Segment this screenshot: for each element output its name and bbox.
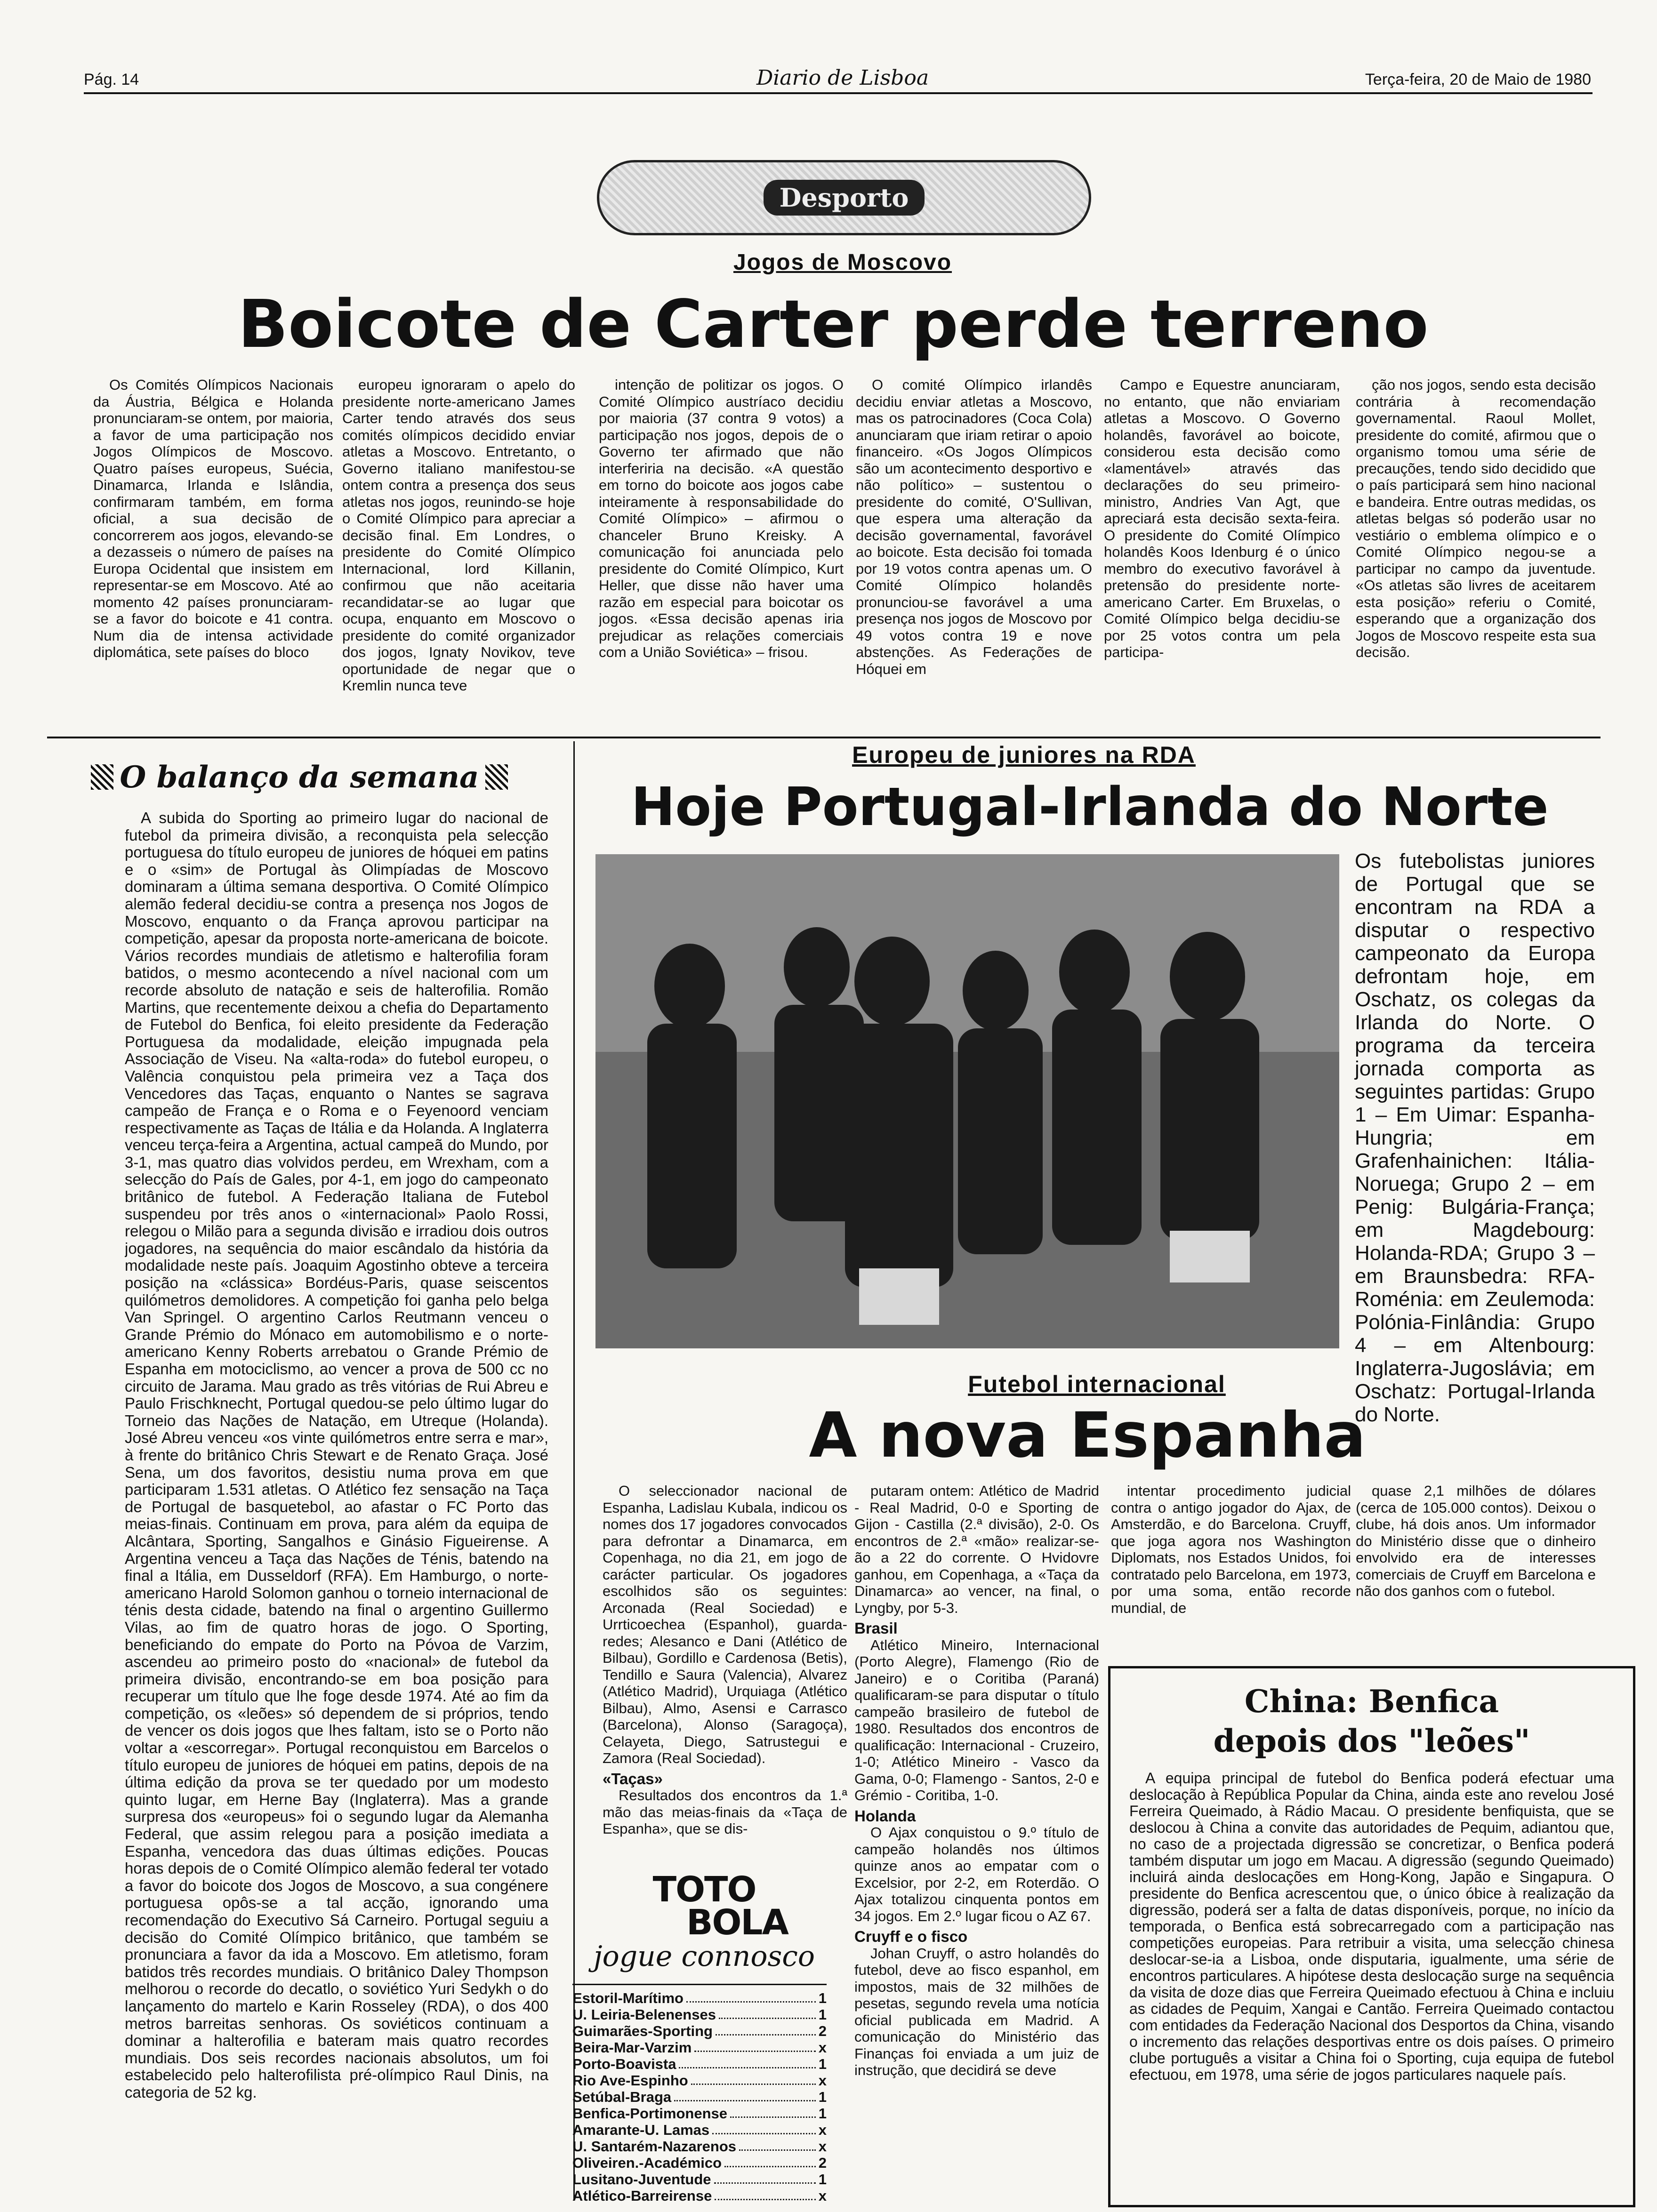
totobola-title-bottom: BOLA — [686, 1902, 788, 1943]
totobola-row — [572, 2138, 827, 2155]
article1-column-5 — [1104, 377, 1340, 725]
article3-column-3 — [1111, 1483, 1351, 1657]
china-text: A equipa principal de futebol do Benfica poderá efectuar uma deslocação à República Popular da China, ainda este ano revelou José Ferreira Queimado, à Rádio Macau. O presidente benfiquista, que se deslocou à China a convite das autoridades de Pequim, adiantou que, no caso de a projectada digressão se concretizar, o Benfica poderá também disputar um jogo em Macau. A digressão (segundo Queimado) incluirá ainda deslocações em Hong-Kong, Japão e Singapura. O presidente do Benfica acrescentou que, o único óbice à realização da digressão, poderá ser a falta de datas disponíveis, porque, no início da temporada, o Benfica está sobrecarregado com a participação nas competições europeias. Para retribuir a visita, uma selecção chinesa deslocar-se-ia a Lisboa, onde disputaria, igualmente, uma série de encontros particulares. A hipótese desta deslocação surge na sequência da visita de doze dias que Ferreira Queimado efectuou à China e incluiu as cidades de Pequim, Xangai e Cantão. Ferreira Queimado contactou com entidades da Federação Nacional dos Desportos da China, visando o incremento das relações desportivas entre os dois países. O primeiro clube português a visitar a China foi o Sporting, cuja equipa de futebol efectuou, em 1978, uma série de jogos particulares naquele país. — [1129, 1770, 1614, 2083]
page-number: Pág. 14 — [84, 71, 139, 88]
article1-headline: Boicote de Carter perde terreno — [238, 286, 1429, 363]
match-pick: x — [818, 2188, 827, 2204]
article2-text: Os futebolistas juniores de Portugal que se encontram na RDA a disputar o respectivo campeonato da Europa defrontam hoje, em Oschatz, os colegas da Irlanda do Norte. O programa da terceira jornada comporta as seguintes partidas: Grupo 1 – Em Uimar: Espanha-Hungria; em Grafenhainichen: Itália-Noruega; Grupo 2 – em Penig: Bulgária-França; em Magdebourg: Holanda-RDA; Grupo 3 – em Braunsbedra: RFA-Roménia: em Zeulemoda: Polónia-Finlândia: Grupo 4 – em Altenbourg: Inglaterra-Jugoslávia; em Oschatz: Portugal-Irlanda do Norte. — [1355, 850, 1595, 1426]
china-headline-line1: China: Benfica — [1244, 1683, 1499, 1720]
article3-column-2 — [854, 1483, 1099, 2198]
article2-kicker: Europeu de juniores na RDA — [852, 742, 1196, 768]
article3-text-3: intentar procedimento judicial contra o antigo jogador do Ajax, de Amsterdão, e do Barcelona. Cruyff, que joga agora nos Washington Diplomats, nos Estados Unidos, foi contratado pelo Barcelona, em 1973, por uma soma, então recorde mundial, de — [1111, 1483, 1351, 1616]
holanda-subheading: Holanda — [854, 1807, 916, 1825]
match-pick: x — [818, 2039, 827, 2056]
article1-text-2: europeu ignoraram o apelo do presidente norte-americano James Carter tendo através dos seus comités olímpicos decidido enviar atletas a Moscovo. Entretanto, o Governo italiano manifestou-se ontem contra a presença dos seus atletas nos jogos, reunindo-se hoje o Comité Olímpico para apreciar a decisão final. Em Londres, o presidente do Comité Olímpico Internacional, lord Killanin, confirmou que não aceitaria recandidatar-se ao lugar que ocupa, enquanto em Moscovo o presidente do comité organizador dos jogos, Ignaty Novikov, teve oportunidade de negar que o Kremlin nunca teve — [342, 377, 575, 694]
match-teams: Guimarães-Sporting — [572, 2023, 713, 2039]
totobola-row — [572, 2023, 827, 2040]
match-teams: Oliveiren.-Académico — [572, 2155, 722, 2171]
totobola-slogan: jogue connosco — [593, 1940, 815, 1973]
match-teams: Lusitano-Juventude — [572, 2171, 711, 2188]
totobola-row — [572, 2105, 827, 2122]
team-photo — [595, 854, 1339, 1348]
totobola-row — [572, 2122, 827, 2139]
match-pick: 1 — [818, 2089, 827, 2105]
china-body — [1129, 1770, 1614, 2203]
match-pick: 1 — [818, 1990, 827, 2006]
match-pick: 1 — [818, 2006, 827, 2023]
article1-text-6: ção nos jogos, sendo esta decisão contrária à recomendação governamental. Raoul Mollet, presidente do comité, afirmou que o organismo tomou uma série de precauções, tendo sido decidido que o país participará sem hino nacional e bandeira. Entre outras medidas, os atletas belgas só poderão usar no vestiário o emblema olímpico e o Comité Olímpico negou-se a participar no campo da juventude. «Os atletas são livres de aceitarem esta posição» referiu o Comité, esperando que a organização dos Jogos de Moscovo respeite esta sua decisão. — [1356, 377, 1596, 660]
match-teams: Porto-Boavista — [572, 2056, 676, 2072]
totobola-row — [572, 2056, 827, 2073]
match-teams: Atlético-Barreirense — [572, 2188, 712, 2204]
article1-column-1 — [93, 377, 333, 725]
tacas-subheading: «Taças» — [603, 1770, 663, 1787]
match-pick: 2 — [818, 2155, 827, 2171]
balanco-body — [125, 809, 548, 2193]
article1-column-3 — [599, 377, 844, 725]
article3-column-4 — [1356, 1483, 1596, 1657]
match-teams: U. Leiria-Belenenses — [572, 2006, 716, 2023]
article1-column-2 — [342, 377, 575, 725]
column-divider — [573, 741, 575, 2200]
article3-text-4: quase 2,1 milhões de dólares (cerca de 105.000 contos). Deixou o clube, há dois anos. Um informador do Ministério disse que o dinheiro envolvido era de interesses comerciais de Cruyff em Barcelona e não dos ganhos com o futebol. — [1356, 1483, 1596, 1599]
match-teams: Estoril-Marítimo — [572, 1990, 684, 2006]
china-headline-line2: depois dos "leões" — [1213, 1723, 1530, 1759]
article2-body — [1355, 850, 1595, 1426]
article3-text-2: putaram ontem: Atlético de Madrid - Real Madrid, 0-0 e Sporting de Gijon - Castilla (2.ª divisão), 2-0. Os encontros de 2.ª «mão» realizar-se-ão a 22 do corrente. O Hvidovre ganhou, em Copenhaga, a «Taça da Dinamarca» ao vencer, na final, o Lyngby, por 5-3. — [854, 1483, 1099, 1616]
hatch-ornament-right — [485, 764, 508, 790]
tacas-text: Resultados dos encontros da 1.ª mão das meias-finais da «Taça de Espanha», que se dis- — [603, 1787, 847, 1837]
totobola-title-top: TOTO — [652, 1869, 756, 1910]
match-pick: 1 — [818, 2056, 827, 2072]
match-pick: x — [818, 2122, 827, 2138]
totobola-row — [572, 2188, 827, 2204]
article1-text-5: Campo e Equestre anunciaram, no entanto, que não enviariam atletas a Moscovo. O Governo holandês, favorável ao boicote, considerou esta decisão como «lamentável» através das declarações do seu primeiro-ministro, Andries Van Agt, que apreciará esta decisão sexta-feira. O presidente do Comité Olímpico holandês Koos Idenburg é o único membro do executivo favorável à pretensão do presidente norte-americano Carter. Em Bruxelas, o Comité Olímpico belga decidiu-se por 25 votos contra um pela participa- — [1104, 377, 1340, 660]
article3-headline: A nova Espanha — [809, 1399, 1366, 1472]
article1-text-4: O comité Olímpico irlandês decidiu enviar atletas a Moscovo, mas os patrocinadores (Coca Cola) anunciaram que iriam retirar o apoio financeiro. «Os Jogos Olímpicos são um acontecimento desportivo e não político» – sustentou o presidente do comité, O'Sullivan, que espera uma alteração da decisão governamental, favorável ao boicote. Esta decisão foi tomada por 19 votos contra apenas um. O Comité Olímpico holandês pronunciou-se favorável a uma presença nos jogos de Moscovo por 49 votos contra 19 e nove abstenções. As Federações de Hóquei em — [856, 377, 1092, 677]
holanda-text: O Ajax conquistou o 9.º título de campeão holandês nos últimos quinze anos ao empatar com o Excelsior, por 2-2, em Roterdão. O Ajax totalizou cinquenta pontos em 34 jogos. Em 2.º lugar ficou o AZ 67. — [854, 1824, 1099, 1924]
header-rule — [84, 92, 1593, 94]
match-teams: Benfica-Portimonense — [572, 2105, 728, 2122]
issue-date: Terça-feira, 20 de Maio de 1980 — [1365, 71, 1591, 88]
match-pick: x — [818, 2138, 827, 2155]
totobola-row — [572, 2072, 827, 2089]
totobola-row — [572, 2089, 827, 2106]
article3-column-1 — [603, 1483, 847, 1864]
china-article-box — [1108, 1666, 1635, 2207]
totobola-row — [572, 2006, 827, 2023]
article1-bottom-rule — [47, 737, 1601, 738]
match-pick: x — [818, 2072, 827, 2089]
totobola-row — [572, 2155, 827, 2172]
match-pick: 1 — [818, 2105, 827, 2122]
match-teams: Beira-Mar-Varzim — [572, 2039, 692, 2056]
cruyff-subheading: Cruyff e o fisco — [854, 1928, 968, 1945]
article3-text-1: O seleccionador nacional de Espanha, Ladislau Kubala, indicou os nomes dos 17 jogadores convocados para defrontar a Dinamarca, em Copenhaga, no dia 21, em jogo de carácter particular. Os jogadores escolhidos são os seguintes: Arconada (Real Sociedad) e Urrticoechea (Espanhol), guarda-redes; Alesanco e Dani (Atlético de Bilbau), Gordillo e Cardenosa (Betis), Tendillo e Saura (Valencia), Alvarez (Atlético Madrid), Urquiaga (Atlético Bilbau), Almo, Asensi e Carrasco (Barcelona), Alonso (Saragoça), Celayeta, Diego, Satrustegui e Zamora (Real Sociedad). — [603, 1483, 847, 1766]
article1-text-1: Os Comités Olímpicos Nacionais da Áustria, Bélgica e Holanda pronunciaram-se ontem, por maioria, a favor de uma participação nos Jogos Olímpicos de Moscovo. Quatro países europeus, Suécia, Dinamarca, Irlanda e Islândia, confirmaram também, em forma oficial, a sua decisão de concorrerem aos jogos, elevando-se a dezasseis o número de países na Europa Ocidental que insistem em representar-se em Moscovo. Até ao momento 42 países pronunciaram-se a favor do boicote e 41 contra. Num dia de intensa actividade diplomática, sete países do bloco — [93, 377, 333, 660]
brasil-text: Atlético Mineiro, Internacional (Porto Alegre), Flamengo (Rio de Janeiro) e o Coritiba (Paraná) qualificaram-se para disputar o título campeão brasileiro de futebol de 1980. Resultados dos encontros de qualificação: Internacional - Cruzeiro, 1-0; Atlético Mineiro - Vasco da Gama, 0-0; Flamengo - Santos, 2-0 e Grémio - Coritiba, 1-0. — [854, 1636, 1099, 1803]
team-photo-illustration — [595, 854, 1339, 1348]
balanco-title: O balanço da semana — [120, 759, 479, 795]
totobola-logo — [577, 1869, 831, 1974]
match-pick: 1 — [818, 2171, 827, 2188]
balanco-heading — [45, 756, 554, 798]
cruyff-text: Johan Cruyff, o astro holandês do futebol, deve ao fisco espanhol, em impostos, mais de 32 milhões de pesetas, segundo revela uma notícia oficial publicada em Madrid. A comunicação do Ministério das Finanças foi enviada a um juiz de instrução, que decidirá se deve — [854, 1945, 1099, 2078]
totobola-rule — [572, 1984, 827, 1985]
section-banner — [597, 160, 1091, 235]
match-pick: 2 — [818, 2023, 827, 2039]
match-teams: Amarante-U. Lamas — [572, 2122, 710, 2138]
match-teams: Setúbal-Braga — [572, 2089, 672, 2105]
masthead: Diario de Lisboa — [756, 66, 929, 90]
hatch-ornament-left — [91, 764, 113, 790]
totobola-row — [572, 2171, 827, 2188]
balanco-text: A subida do Sporting ao primeiro lugar do nacional de futebol da primeira divisão, a reconquista pela selecção portuguesa do título europeu de juniores de hóquei em patins e o «sim» de Portugal às Olimpíadas de Moscovo dominaram a última semana desportiva. O Comité Olímpico alemão federal decidiu-se contra a presença nos Jogos de Moscovo, enquanto o da França aprovou participar na competição, apesar da proposta norte-americana de boicote. Vários recordes mundiais de atletismo e halterofilia foram batidos, o mesmo acontecendo a nível nacional com um recorde absoluto de natação e seis de halterofilia. Romão Martins, que recentemente deixou a chefia do Departamento de Futebol do Benfica, foi eleito presidente da Federação Portuguesa da modalidade, eleição impugnada pela Associação de Viseu. Na «alta-roda» do futebol europeu, o Valência conquistou pela primeira vez a Taça dos Vencedores das Taças, enquanto o Nantes se sagrava campeão de França e o Roma e o Feyenoord venciam respectivamente as Taças de Itália e da Holanda. A Inglaterra venceu terça-feira a Argentina, actual campeã do Mundo, por 3-1, mas quatro dias volvidos perdeu, em Wrexham, com a selecção do País de Gales, por 4-1, em jogo do campeonato britânico de futebol. A Federação Italiana de Futebol suspendeu por três anos o «internacional» Paolo Rossi, relegou o Milão para a segunda divisão e irradiou dois outros jogadores, na sequência do maior escândalo da história da modalidade neste país. Joaquim Agostinho obteve a terceira posição na «clássica» Bordéus-Paris, quase seiscentos quilómetros demolidores. A competição foi ganha pelo belga Van Springel. O argentino Carlos Reutmann venceu o Grande Prémio do Mónaco em automobilismo e o norte-americano Kenny Roberts arrebatou o Grande Prémio de Espanha em motociclismo, ao vencer a prova de 500 cc no circuito de Jarama. Mau grado as três vitórias de Rui Abreu e Paulo Frischknecht, Portugal quedou-se pelo último lugar do Torneio das Nações de Natação, em Utreque (Holanda). José Abreu venceu «os vinte quilómetros entre serra e mar», à frente do britânico Chris Stewart e de Renato Graça. José Sena, um dos favoritos, desistiu numa prova em que participaram 1.531 atletas. O Atlético fez sensação na Taça de Portugal de basquetebol, ao afastar o FC Porto das meias-finais. Continuam em prova, para além da equipa de Alcântara, Sporting, Sangalhos e Ginásio Figueirense. A Argentina venceu a Taça das Nações de Ténis, batendo na final a Itália, em Dusseldorf (RFA). Em Hamburgo, o norte-americano Harold Solomon ganhou o torneio internacional de ténis desta cidade, batendo na final o argentino Guillermo Vilas, ao fim de quatro horas de jogo. O Sporting, beneficiando do empate do Porto na Póvoa de Varzim, ascendeu ao primeiro posto do «nacional» de futebol da primeira divisão, encontrando-se em boa posição para recuperar um título que lhe foge desde 1974. Até ao fim da competição, os «leões» só dependem de si próprios, tendo de vencer os dois jogos que lhes faltam, isto se o Porto não voltar a «escorregar». Portugal reconquistou em Barcelos o título europeu de juniores de hóquei em patins, depois de na última edição da prova se ter quedado por um modesto quinto lugar, em Herne Bay (Inglaterra). Mas a grande surpresa dos «europeus» foi o segundo lugar da Alemanha Federal, que assim relegou para a posição imediata a Espanha, vencedora das duas últimas edições. Poucas horas depois de o Comité Olímpico alemão federal ter votado a favor do boicote dos Jogos de Moscovo, a sua congénere portuguesa opôs-se a tal acção, ignorando uma recomendação do Executivo Sá Carneiro. Portugal seguiu a decisão do Comité Olímpico britânico, que também se pronunciara a favor da ida a Moscovo. Em atletismo, foram batidos três recordes mundiais. O britânico Daley Thompson melhorou o recorde do decatlo, o soviético Yuri Sedykh o do lançamento do martelo e Karin Rosseley (RDA), o dos 400 metros barreitas senhoras. Os soviéticos continuam a dominar a halterofilia e bateram mais quatro recordes mundiais. Dos seis recordes nacionais absolutos, um foi estabelecido pelo halterofilista pré-olímpico Raul Dinis, na categoria de 52 kg. — [125, 809, 548, 2101]
match-teams: U. Santarém-Nazarenos — [572, 2138, 737, 2155]
article2-headline: Hoje Portugal-Irlanda do Norte — [631, 777, 1549, 838]
article1-column-4 — [856, 377, 1092, 725]
article1-kicker: Jogos de Moscovo — [733, 250, 952, 275]
article3-kicker: Futebol internacional — [968, 1371, 1226, 1397]
section-label: Desporto — [764, 180, 925, 216]
article1-column-6 — [1356, 377, 1596, 725]
totobola-row — [572, 2039, 827, 2056]
match-teams: Rio Ave-Espinho — [572, 2072, 688, 2089]
article1-text-3: intenção de politizar os jogos. O Comité Olímpico austríaco decidiu por maioria (37 contra 9 votos) a participação nos jogos, depois de o Governo ter afirmado que não interferiria na decisão. «A questão em torno do boicote aos jogos cabe inteiramente à responsabilidade do Comité Olímpico» – afirmou o chanceler Bruno Kreisky. A comunicação foi anunciada pelo presidente do Comité Olímpico, Kurt Heller, que disse não haver uma razão em especial para boicotar os jogos. «Essa decisão apenas iria prejudicar as relações comerciais com a União Soviética» – frisou. — [599, 377, 844, 660]
brasil-subheading: Brasil — [854, 1619, 898, 1637]
totobola-row — [572, 1990, 827, 2007]
